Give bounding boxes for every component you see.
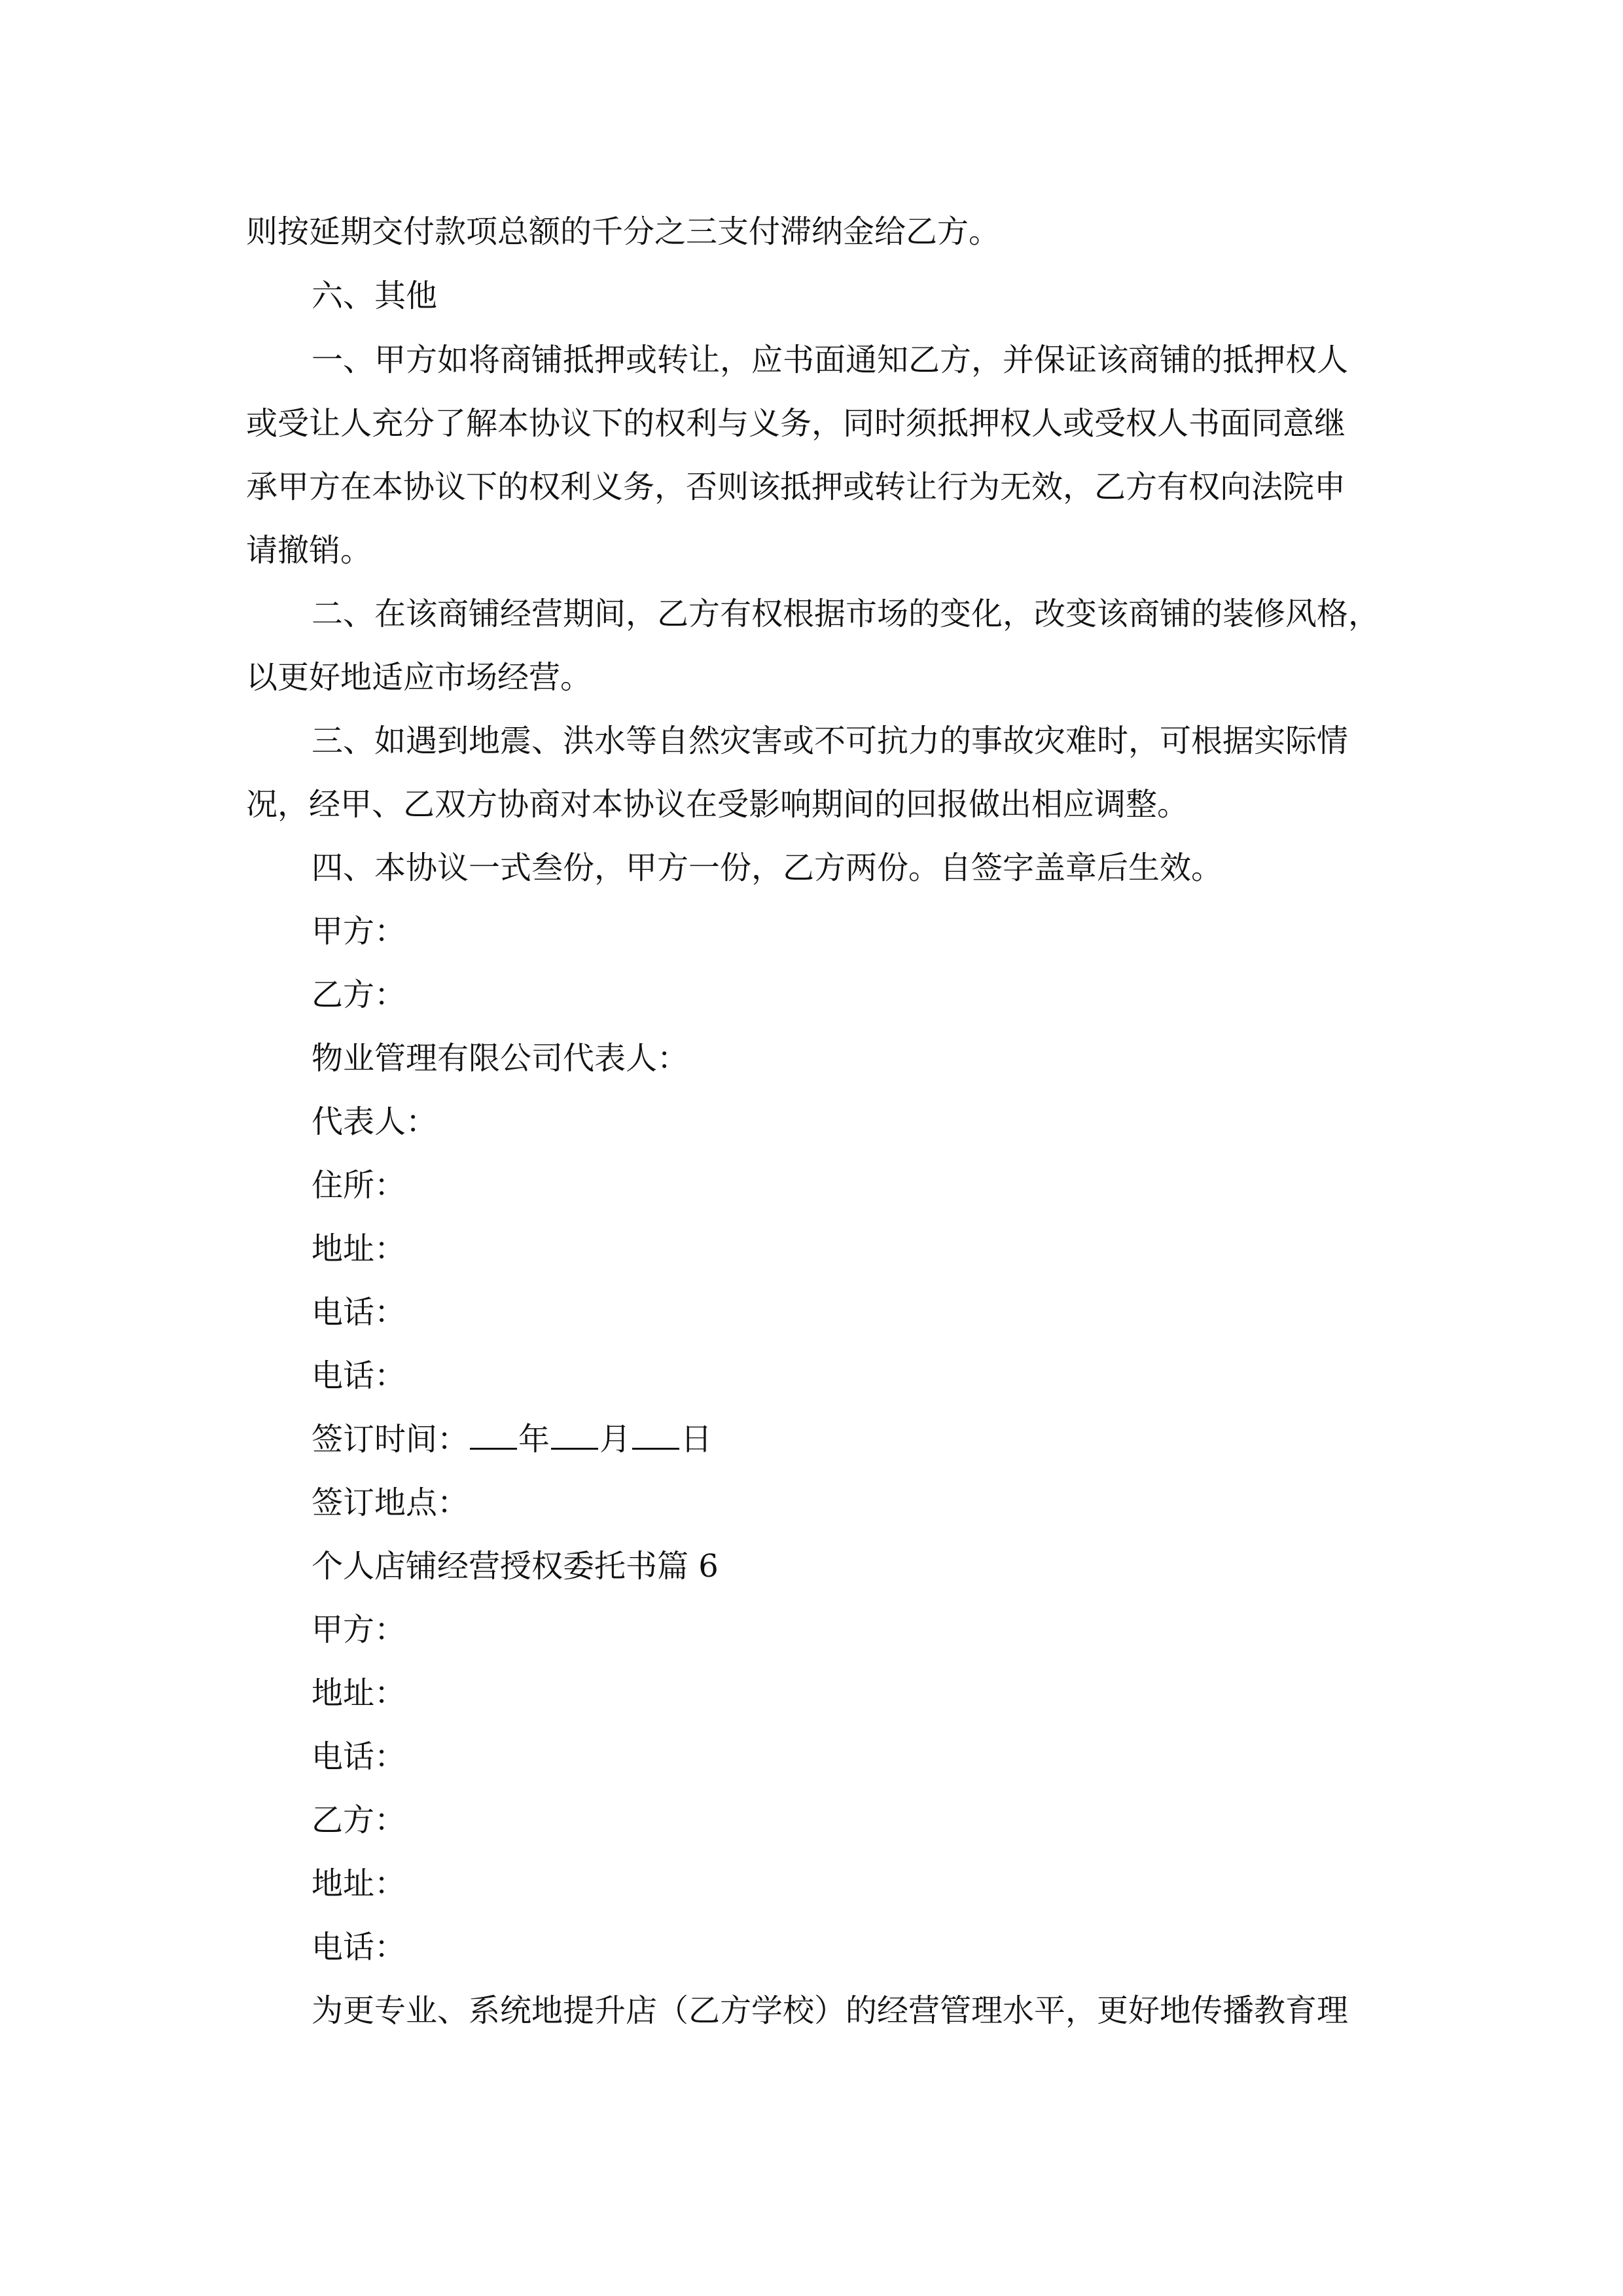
field-residence: 住所：	[312, 1167, 406, 1204]
paragraph-line: 承甲方在本协议下的权利义务，否则该抵押或转让行为无效，乙方有权向法院申	[246, 469, 1346, 505]
field-party-a: 甲方：	[312, 1611, 406, 1648]
field-phone: 电话：	[312, 1738, 406, 1775]
section-heading: 六、其他	[312, 278, 438, 314]
blank-line	[551, 1422, 598, 1450]
blank-line	[470, 1422, 517, 1450]
field-party-b: 乙方：	[312, 1802, 406, 1839]
paragraph-line: 况，经甲、乙双方协商对本协议在受影响期间的回报做出相应调整。	[246, 786, 1189, 823]
blank-line	[632, 1422, 679, 1450]
paragraph-line: 三、如遇到地震、洪水等自然灾害或不可抗力的事故灾难时，可根据实际情	[312, 723, 1349, 759]
paragraph-line: 一、甲方如将商铺抵押或转让，应书面通知乙方，并保证该商铺的抵押权人	[312, 342, 1349, 378]
field-party-b: 乙方：	[312, 977, 406, 1013]
field-sign-date	[312, 1418, 712, 1460]
field-sign-place: 签订地点：	[312, 1484, 469, 1521]
paragraph-line: 以更好地适应市场经营。	[246, 659, 592, 696]
field-phone: 电话：	[312, 1294, 406, 1331]
paragraph-line: 则按延期交付款项总额的千分之三支付滞纳金给乙方。	[246, 213, 1001, 250]
paragraph-line: 为更专业、系统地提升店（乙方学校）的经营管理水平，更好地传播教育理	[312, 1992, 1349, 2029]
sign-date-year: 年	[518, 1421, 550, 1458]
field-phone: 电话：	[312, 1929, 406, 1965]
paragraph-line: 四、本协议一式叁份，甲方一份，乙方两份。自签字盖章后生效。	[312, 850, 1223, 886]
field-address: 地址：	[312, 1230, 406, 1267]
sign-date-month: 月	[599, 1421, 632, 1458]
field-phone: 电话：	[312, 1357, 406, 1394]
field-address: 地址：	[312, 1865, 406, 1902]
paragraph-line: 请撤销。	[246, 532, 372, 569]
sign-date-label: 签订时间：	[312, 1421, 469, 1458]
sign-date-day: 日	[681, 1421, 713, 1458]
field-party-a: 甲方：	[312, 913, 406, 950]
section-title: 个人店铺经营授权委托书篇 6	[312, 1548, 719, 1585]
field-company-representative: 物业管理有限公司代表人：	[312, 1040, 689, 1077]
paragraph-line: 二、在该商铺经营期间，乙方有权根据市场的变化，改变该商铺的装修风格，	[312, 596, 1380, 632]
paragraph-line: 或受让人充分了解本协议下的权利与义务，同时须抵押权人或受权人书面同意继	[246, 405, 1346, 442]
field-representative: 代表人：	[312, 1103, 438, 1140]
field-address: 地址：	[312, 1675, 406, 1712]
